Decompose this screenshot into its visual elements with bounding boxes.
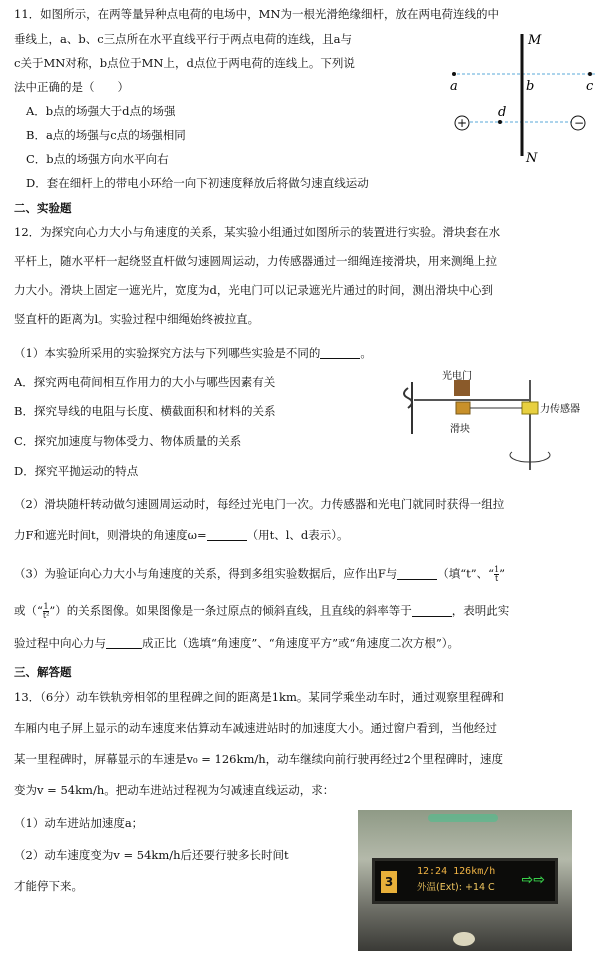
q12-option-d: D．探究平抛运动的特点 (14, 464, 139, 478)
direction-arrow-icon: ⇨⇨ (521, 872, 545, 888)
label-n: N (526, 151, 538, 166)
q12-sub2-line1: （2）滑块随杆转动做匀速圆周运动时，每经过光电门一次。力传感器和光电门就同时获得一组拉 (14, 497, 505, 511)
q12-p4: 竖直杆的距离为l。实验过程中细绳始终被拉直。 (14, 312, 260, 326)
fraction-1-over-t-squared: $\frac{1}{\text{t²}}$ (42, 602, 50, 620)
label-b: b (526, 79, 535, 94)
point-a (452, 72, 456, 76)
q13-sub1: （1）动车进站加速度a； (14, 816, 144, 830)
label-force-sensor: 力传感器 (540, 404, 580, 415)
label-slider: 滑块 (450, 424, 470, 435)
plus-sign: + (457, 116, 468, 130)
q12-option-b: B．探究导线的电阻与长度、横截面积和材料的关系 (14, 404, 276, 418)
answer-blank-1[interactable] (320, 347, 360, 359)
answer-blank-4[interactable] (412, 605, 452, 617)
q13-p1: 13．（6分）动车铁轨旁相邻的里程碑之间的距离是1km。某同学乘坐动车时，通过观察里程碑和 (14, 690, 504, 704)
answer-blank-2[interactable] (207, 529, 247, 541)
minus-sign: − (574, 116, 585, 130)
car-number: 3 (381, 871, 397, 893)
screen-temperature: 外温(Ext): +14 C (417, 882, 495, 893)
fraction-1-over-t: $\frac{1}{t}$ (494, 565, 500, 583)
answer-blank-3[interactable] (397, 568, 437, 580)
q12-option-a: A．探究两电荷间相互作用力的大小与哪些因素有关 (14, 375, 276, 389)
section-2-heading: 二、实验题 (14, 201, 72, 215)
q12-sub3-line1: （3）为验证向心力大小与角速度的关系，得到多组实验数据后，应作出F与 （填“t”、“$\frac{1}{t}$ ” (14, 565, 506, 583)
q13-p2: 车厢内电子屏上显示的动车速度来估算动车减速进站时的加速度大小。通过窗户看到，当他经过 (14, 721, 497, 735)
light-gate (454, 380, 470, 396)
ceiling-light (428, 814, 498, 822)
force-sensor (522, 402, 538, 414)
q11-line3: c关于MN对称，b点位于MN上，d点位于两电荷的连线上。下列说 (14, 56, 355, 70)
q11-figure (440, 28, 600, 168)
q12-sub3-line3: 验过程中向心力与 成正比（选填“角速度”、“角速度平方”或“角速度二次方根”）。 (14, 636, 460, 650)
q12-option-c: C．探究加速度与物体受力、物体质量的关系 (14, 434, 242, 448)
label-c: c (586, 79, 594, 94)
q11-option-d: D．套在细杆上的带电小环给一向下初速度释放后将做匀速直线运动 (26, 176, 369, 190)
answer-blank-5[interactable] (106, 637, 142, 649)
q11-line1: 11．如图所示，在两等量异种点电荷的电场中，MN为一根光滑绝缘细杆，放在两电荷连线的中 (14, 7, 499, 21)
point-d (498, 120, 502, 124)
q11-option-a: A．b点的场强大于d点的场强 (26, 104, 176, 118)
q13-sub3: 才能停下来。 (14, 879, 83, 893)
lamp (453, 932, 475, 946)
q11-line2: 垂线上，a、b、c三点所在水平直线平行于两点电荷的连线，且a与 (14, 32, 353, 46)
label-m: M (528, 33, 542, 48)
q12-sub3-line2: 或（“$\frac{1}{\text{t²}}$ ”）的关系图像。如果图像是一条过原点的倾斜直线，且直线的斜率等于 ，表明此实 (14, 602, 510, 620)
train-screen (372, 858, 558, 904)
q12-sub1: （1）本实验所采用的实验探究方法与下列哪些实验是不同的 。 (14, 346, 372, 360)
q11-line4: 法中正确的是（ ） (14, 80, 129, 94)
q12-p2: 平杆上，随水平杆一起绕竖直杆做匀速圆周运动，力传感器通过一细绳连接滑块，用来测绳上拉 (14, 254, 497, 268)
section-3-heading: 三、解答题 (14, 665, 72, 679)
q13-sub2: （2）动车速度变为v = 54km/h后还要行驶多长时间t (14, 848, 289, 862)
q12-p3: 力大小。滑块上固定一遮光片，宽度为d，光电门可以记录遮光片通过的时间，测出滑块中心到 (14, 283, 493, 297)
q11-option-b: B．a点的场强与c点的场强相同 (26, 128, 186, 142)
train-display-photo (358, 810, 572, 951)
q11-option-c: C．b点的场强方向水平向右 (26, 152, 169, 166)
q12-sub2-line2: 力F和遮光时间t，则滑块的角速度ω= （用t、l、d表示）。 (14, 528, 349, 542)
q12-apparatus-figure (394, 370, 604, 478)
point-c (588, 72, 592, 76)
bracket-hook-icon (404, 388, 412, 408)
label-a: a (450, 79, 458, 94)
q13-p3: 某一里程碑时，屏幕显示的车速是v₀ = 126km/h，动车继续向前行驶再经过2个里程碑时，速度 (14, 752, 503, 766)
screen-time-speed: 12:24 126km/h (417, 866, 496, 877)
label-light-gate: 光电门 (442, 371, 472, 382)
q12-p1: 12．为探究向心力大小与角速度的关系，某实验小组通过如图所示的装置进行实验。滑块套在水 (14, 225, 501, 239)
q13-p4: 变为v = 54km/h。把动车进站过程视为匀减速直线运动，求： (14, 783, 335, 797)
label-d: d (498, 105, 507, 120)
slider-block (456, 402, 470, 414)
